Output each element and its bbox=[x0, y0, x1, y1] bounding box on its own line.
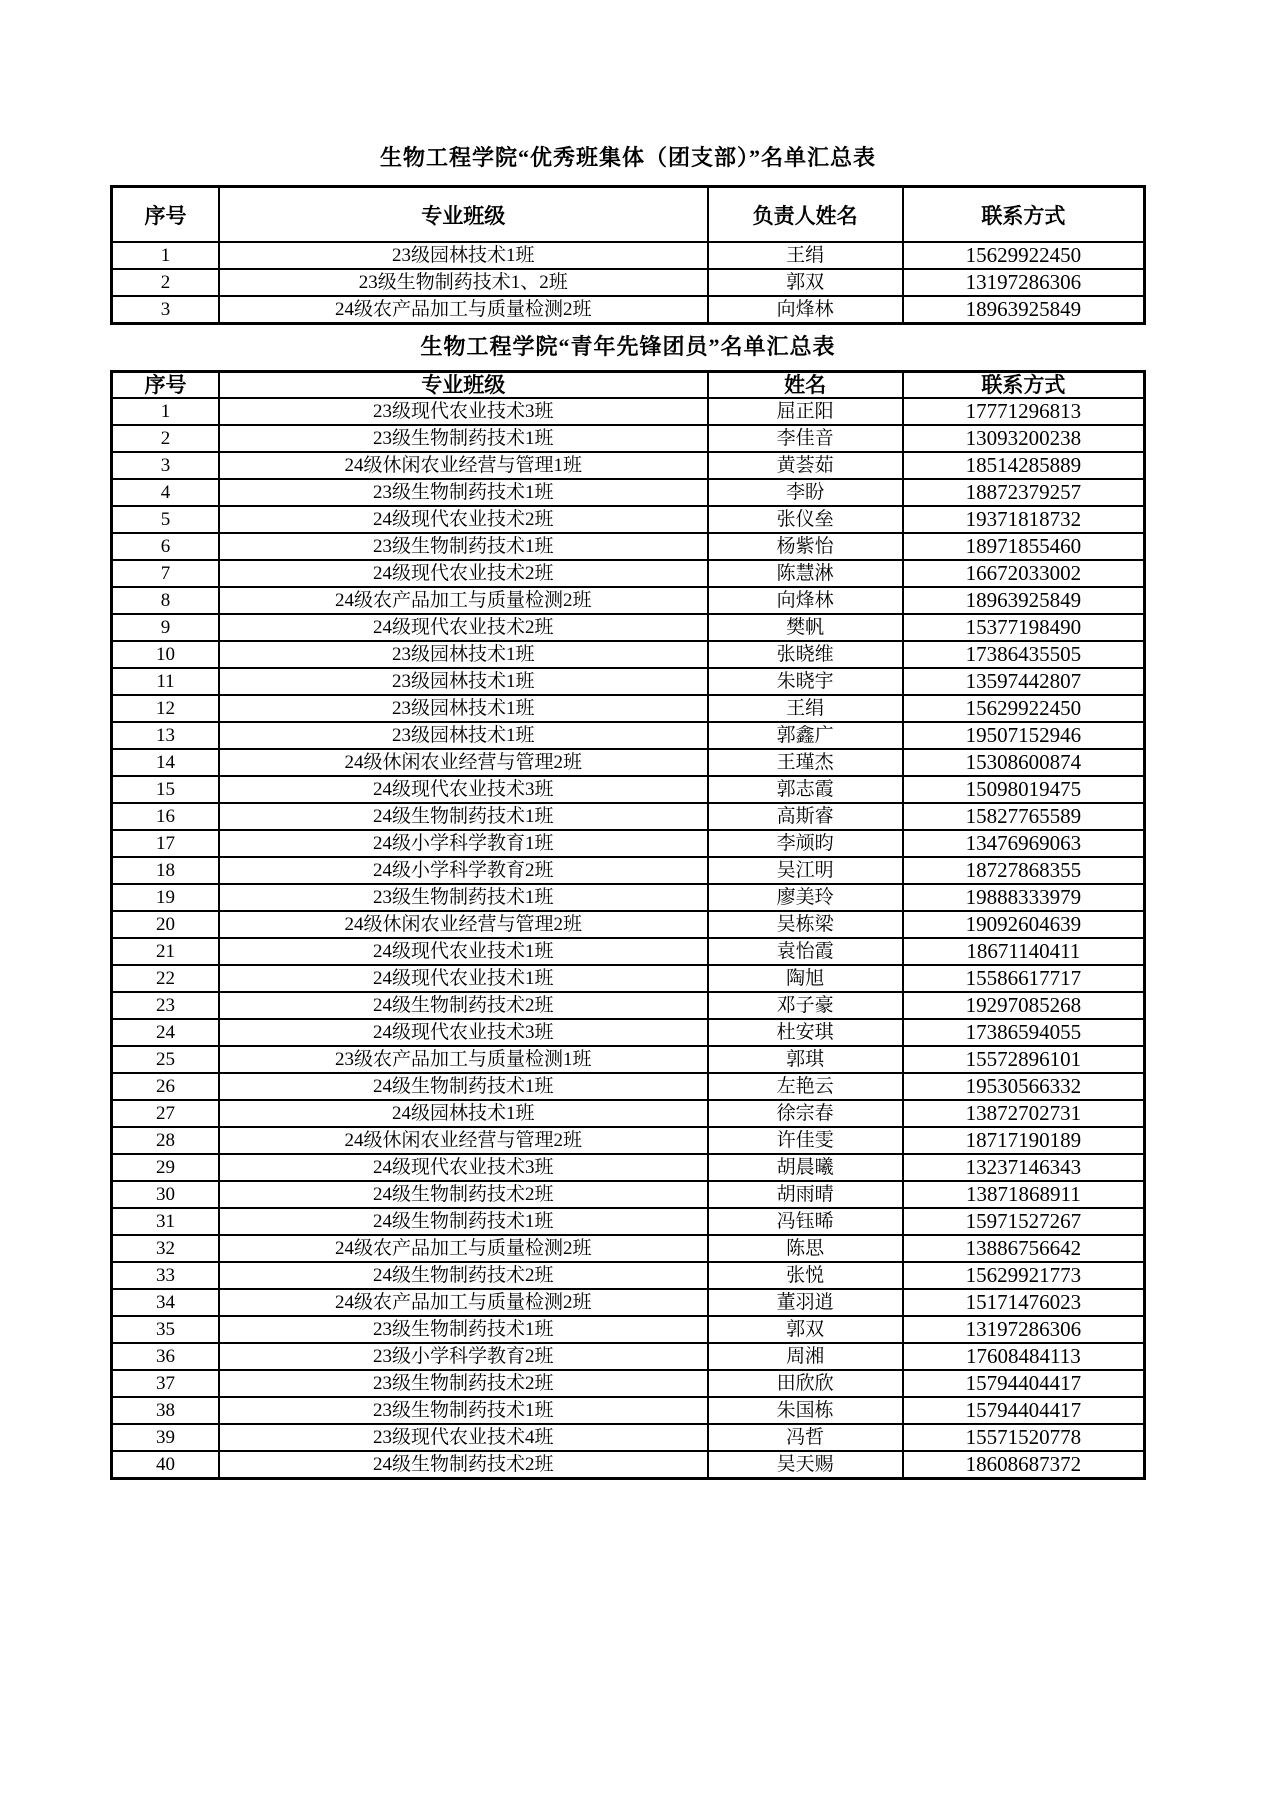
table-cell: 4 bbox=[112, 479, 219, 506]
table-row bbox=[112, 1100, 1145, 1127]
table-cell: 13597442807 bbox=[903, 668, 1145, 695]
table-cell: 24级小学科学教育1班 bbox=[219, 830, 708, 857]
column-header: 专业班级 bbox=[219, 372, 708, 399]
table-cell: 9 bbox=[112, 614, 219, 641]
table-row bbox=[112, 587, 1145, 614]
table-cell: 23级小学科学教育2班 bbox=[219, 1343, 708, 1370]
table-cell: 18671140411 bbox=[903, 938, 1145, 965]
table-row bbox=[112, 1424, 1145, 1451]
column-header: 联系方式 bbox=[903, 372, 1145, 399]
table-row bbox=[112, 1019, 1145, 1046]
table-header-row bbox=[112, 372, 1145, 399]
table-cell: 15586617717 bbox=[903, 965, 1145, 992]
table-cell: 15629922450 bbox=[903, 695, 1145, 722]
table-cell: 杨紫怡 bbox=[708, 533, 903, 560]
table-cell: 18963925849 bbox=[903, 296, 1145, 324]
table-row bbox=[112, 1235, 1145, 1262]
table-cell: 24级生物制药技术1班 bbox=[219, 1073, 708, 1100]
table-cell: 26 bbox=[112, 1073, 219, 1100]
table-row bbox=[112, 479, 1145, 506]
table-cell: 31 bbox=[112, 1208, 219, 1235]
table-cell: 18514285889 bbox=[903, 452, 1145, 479]
table-cell: 陈思 bbox=[708, 1235, 903, 1262]
table-cell: 23级园林技术1班 bbox=[219, 722, 708, 749]
excellent-class-table bbox=[110, 185, 1146, 325]
table-row bbox=[112, 533, 1145, 560]
table-cell: 17608484113 bbox=[903, 1343, 1145, 1370]
table-cell: 23级生物制药技术2班 bbox=[219, 1370, 708, 1397]
table-cell: 18 bbox=[112, 857, 219, 884]
table-cell: 17771296813 bbox=[903, 398, 1145, 425]
table-cell: 2 bbox=[112, 269, 219, 296]
table-cell: 24级生物制药技术2班 bbox=[219, 1262, 708, 1289]
table-cell: 向烽林 bbox=[708, 587, 903, 614]
table-cell: 24级农产品加工与质量检测2班 bbox=[219, 1235, 708, 1262]
table-cell: 15827765589 bbox=[903, 803, 1145, 830]
table-cell: 13886756642 bbox=[903, 1235, 1145, 1262]
table-cell: 20 bbox=[112, 911, 219, 938]
table-row bbox=[112, 1370, 1145, 1397]
table-cell: 24级休闲农业经营与管理2班 bbox=[219, 1127, 708, 1154]
table-cell: 13872702731 bbox=[903, 1100, 1145, 1127]
column-header: 联系方式 bbox=[903, 187, 1145, 243]
table-cell: 22 bbox=[112, 965, 219, 992]
table-cell: 32 bbox=[112, 1235, 219, 1262]
table-row bbox=[112, 614, 1145, 641]
table-row bbox=[112, 506, 1145, 533]
table-cell: 15794404417 bbox=[903, 1370, 1145, 1397]
table-row bbox=[112, 1154, 1145, 1181]
table-row bbox=[112, 938, 1145, 965]
table-row bbox=[112, 296, 1145, 324]
table-cell: 张悦 bbox=[708, 1262, 903, 1289]
table-cell: 23级农产品加工与质量检测1班 bbox=[219, 1046, 708, 1073]
table-cell: 王瑾杰 bbox=[708, 749, 903, 776]
table-cell: 23级园林技术1班 bbox=[219, 668, 708, 695]
table-cell: 15308600874 bbox=[903, 749, 1145, 776]
table-cell: 18971855460 bbox=[903, 533, 1145, 560]
table-cell: 朱国栋 bbox=[708, 1397, 903, 1424]
page-content bbox=[110, 143, 1146, 1480]
table-row bbox=[112, 1046, 1145, 1073]
table-cell: 李颃昀 bbox=[708, 830, 903, 857]
column-header: 姓名 bbox=[708, 372, 903, 399]
table-cell: 13197286306 bbox=[903, 1316, 1145, 1343]
column-header: 专业班级 bbox=[219, 187, 708, 243]
table-cell: 36 bbox=[112, 1343, 219, 1370]
table-cell: 24级休闲农业经营与管理2班 bbox=[219, 911, 708, 938]
table-cell: 19297085268 bbox=[903, 992, 1145, 1019]
table-row bbox=[112, 1262, 1145, 1289]
table-cell: 24级现代农业技术2班 bbox=[219, 614, 708, 641]
table-row bbox=[112, 1073, 1145, 1100]
table-cell: 18963925849 bbox=[903, 587, 1145, 614]
table-row bbox=[112, 1289, 1145, 1316]
table-cell: 屈正阳 bbox=[708, 398, 903, 425]
table-cell: 郭鑫广 bbox=[708, 722, 903, 749]
table-cell: 23级生物制药技术1班 bbox=[219, 425, 708, 452]
table-cell: 15572896101 bbox=[903, 1046, 1145, 1073]
table-cell: 24级生物制药技术2班 bbox=[219, 1451, 708, 1479]
table-cell: 29 bbox=[112, 1154, 219, 1181]
table-cell: 35 bbox=[112, 1316, 219, 1343]
table-cell: 19 bbox=[112, 884, 219, 911]
table-cell: 17386435505 bbox=[903, 641, 1145, 668]
table-cell: 14 bbox=[112, 749, 219, 776]
youth-pioneer-table bbox=[110, 370, 1146, 1480]
table-cell: 24级现代农业技术2班 bbox=[219, 506, 708, 533]
table-cell: 39 bbox=[112, 1424, 219, 1451]
table-cell: 23级园林技术1班 bbox=[219, 242, 708, 269]
table-cell: 24级现代农业技术1班 bbox=[219, 965, 708, 992]
column-header: 序号 bbox=[112, 372, 219, 399]
table-row bbox=[112, 641, 1145, 668]
table-cell: 13093200238 bbox=[903, 425, 1145, 452]
table-cell: 胡晨曦 bbox=[708, 1154, 903, 1181]
table-cell: 15377198490 bbox=[903, 614, 1145, 641]
table-cell: 郭琪 bbox=[708, 1046, 903, 1073]
table-cell: 23级生物制药技术1班 bbox=[219, 1316, 708, 1343]
table2-title: 生物工程学院“青年先锋团员”名单汇总表 bbox=[420, 334, 836, 359]
table-cell: 6 bbox=[112, 533, 219, 560]
table-cell: 30 bbox=[112, 1181, 219, 1208]
table-cell: 李佳音 bbox=[708, 425, 903, 452]
table-row bbox=[112, 803, 1145, 830]
table-cell: 15629922450 bbox=[903, 242, 1145, 269]
table-row bbox=[112, 1343, 1145, 1370]
table-cell: 24级现代农业技术2班 bbox=[219, 560, 708, 587]
table-cell: 23级现代农业技术4班 bbox=[219, 1424, 708, 1451]
column-header: 序号 bbox=[112, 187, 219, 243]
table-cell: 18872379257 bbox=[903, 479, 1145, 506]
table-cell: 1 bbox=[112, 398, 219, 425]
table-cell: 李盼 bbox=[708, 479, 903, 506]
table-cell: 13871868911 bbox=[903, 1181, 1145, 1208]
table-cell: 张晓维 bbox=[708, 641, 903, 668]
table-row bbox=[112, 425, 1145, 452]
table-cell: 38 bbox=[112, 1397, 219, 1424]
table-cell: 向烽林 bbox=[708, 296, 903, 324]
table-cell: 左艳云 bbox=[708, 1073, 903, 1100]
table-row bbox=[112, 269, 1145, 296]
table-cell: 徐宗春 bbox=[708, 1100, 903, 1127]
table-cell: 23级生物制药技术1班 bbox=[219, 479, 708, 506]
table-row bbox=[112, 242, 1145, 269]
table-cell: 24级小学科学教育2班 bbox=[219, 857, 708, 884]
table-row bbox=[112, 911, 1145, 938]
table-row bbox=[112, 830, 1145, 857]
table-cell: 5 bbox=[112, 506, 219, 533]
table-cell: 24级休闲农业经营与管理1班 bbox=[219, 452, 708, 479]
table-cell: 董羽逍 bbox=[708, 1289, 903, 1316]
table-row bbox=[112, 749, 1145, 776]
table-cell: 19507152946 bbox=[903, 722, 1145, 749]
table-cell: 8 bbox=[112, 587, 219, 614]
table-cell: 11 bbox=[112, 668, 219, 695]
table-cell: 24级现代农业技术3班 bbox=[219, 1019, 708, 1046]
table-cell: 15971527267 bbox=[903, 1208, 1145, 1235]
table-cell: 7 bbox=[112, 560, 219, 587]
table-cell: 23级园林技术1班 bbox=[219, 641, 708, 668]
table-cell: 21 bbox=[112, 938, 219, 965]
table-cell: 15 bbox=[112, 776, 219, 803]
table-cell: 24级休闲农业经营与管理2班 bbox=[219, 749, 708, 776]
table-cell: 18608687372 bbox=[903, 1451, 1145, 1479]
table-cell: 15629921773 bbox=[903, 1262, 1145, 1289]
table-cell: 33 bbox=[112, 1262, 219, 1289]
table-cell: 吴栋梁 bbox=[708, 911, 903, 938]
table-cell: 24级现代农业技术3班 bbox=[219, 1154, 708, 1181]
table-cell: 18717190189 bbox=[903, 1127, 1145, 1154]
table-row bbox=[112, 1451, 1145, 1479]
table-cell: 10 bbox=[112, 641, 219, 668]
table-cell: 冯钰晞 bbox=[708, 1208, 903, 1235]
table-row bbox=[112, 884, 1145, 911]
table-cell: 郭双 bbox=[708, 269, 903, 296]
table-cell: 19092604639 bbox=[903, 911, 1145, 938]
table-cell: 3 bbox=[112, 296, 219, 324]
table-row bbox=[112, 1181, 1145, 1208]
table-cell: 王绢 bbox=[708, 242, 903, 269]
table-cell: 田欣欣 bbox=[708, 1370, 903, 1397]
table-cell: 25 bbox=[112, 1046, 219, 1073]
table-cell: 邓子豪 bbox=[708, 992, 903, 1019]
table-cell: 13237146343 bbox=[903, 1154, 1145, 1181]
table-cell: 15098019475 bbox=[903, 776, 1145, 803]
table-row bbox=[112, 1397, 1145, 1424]
table-cell: 胡雨晴 bbox=[708, 1181, 903, 1208]
table-cell: 吴天赐 bbox=[708, 1451, 903, 1479]
table-cell: 23级生物制药技术1班 bbox=[219, 533, 708, 560]
table-row bbox=[112, 668, 1145, 695]
table-cell: 19530566332 bbox=[903, 1073, 1145, 1100]
table-cell: 24级生物制药技术2班 bbox=[219, 992, 708, 1019]
table-row bbox=[112, 992, 1145, 1019]
table-cell: 王绢 bbox=[708, 695, 903, 722]
table-header-row bbox=[112, 187, 1145, 243]
table-cell: 24级生物制药技术1班 bbox=[219, 803, 708, 830]
table-cell: 13 bbox=[112, 722, 219, 749]
table-cell: 17386594055 bbox=[903, 1019, 1145, 1046]
table-row bbox=[112, 857, 1145, 884]
table-cell: 24级园林技术1班 bbox=[219, 1100, 708, 1127]
table-cell: 高斯睿 bbox=[708, 803, 903, 830]
table-cell: 40 bbox=[112, 1451, 219, 1479]
table-cell: 吴江明 bbox=[708, 857, 903, 884]
table-cell: 24 bbox=[112, 1019, 219, 1046]
table-cell: 23级生物制药技术1、2班 bbox=[219, 269, 708, 296]
table-cell: 15794404417 bbox=[903, 1397, 1145, 1424]
table-cell: 19888333979 bbox=[903, 884, 1145, 911]
table-cell: 郭志霞 bbox=[708, 776, 903, 803]
table-cell: 黄荟茹 bbox=[708, 452, 903, 479]
table-cell: 27 bbox=[112, 1100, 219, 1127]
table-cell: 24级农产品加工与质量检测2班 bbox=[219, 296, 708, 324]
table-cell: 18727868355 bbox=[903, 857, 1145, 884]
table-row bbox=[112, 452, 1145, 479]
table-cell: 冯哲 bbox=[708, 1424, 903, 1451]
table-cell: 28 bbox=[112, 1127, 219, 1154]
table-cell: 19371818732 bbox=[903, 506, 1145, 533]
table-cell: 杜安琪 bbox=[708, 1019, 903, 1046]
table-row bbox=[112, 965, 1145, 992]
table-cell: 13197286306 bbox=[903, 269, 1145, 296]
table-cell: 郭双 bbox=[708, 1316, 903, 1343]
table-cell: 陈慧淋 bbox=[708, 560, 903, 587]
table-cell: 2 bbox=[112, 425, 219, 452]
table-cell: 17 bbox=[112, 830, 219, 857]
table-cell: 24级现代农业技术1班 bbox=[219, 938, 708, 965]
table-cell: 廖美玲 bbox=[708, 884, 903, 911]
table-cell: 23 bbox=[112, 992, 219, 1019]
table-cell: 朱晓宇 bbox=[708, 668, 903, 695]
table-row bbox=[112, 776, 1145, 803]
table-cell: 15171476023 bbox=[903, 1289, 1145, 1316]
column-header: 负责人姓名 bbox=[708, 187, 903, 243]
table-cell: 24级现代农业技术3班 bbox=[219, 776, 708, 803]
table-cell: 24级生物制药技术1班 bbox=[219, 1208, 708, 1235]
table-cell: 34 bbox=[112, 1289, 219, 1316]
table1-title: 生物工程学院“优秀班集体（团支部）”名单汇总表 bbox=[379, 145, 876, 170]
table-cell: 23级生物制药技术1班 bbox=[219, 884, 708, 911]
table-row bbox=[112, 398, 1145, 425]
table-cell: 24级农产品加工与质量检测2班 bbox=[219, 587, 708, 614]
table-row bbox=[112, 1127, 1145, 1154]
table-cell: 1 bbox=[112, 242, 219, 269]
table-cell: 张仪垒 bbox=[708, 506, 903, 533]
table-cell: 16672033002 bbox=[903, 560, 1145, 587]
table-row bbox=[112, 695, 1145, 722]
table-cell: 陶旭 bbox=[708, 965, 903, 992]
table-cell: 15571520778 bbox=[903, 1424, 1145, 1451]
table-cell: 许佳雯 bbox=[708, 1127, 903, 1154]
table-row bbox=[112, 1208, 1145, 1235]
table-row bbox=[112, 560, 1145, 587]
table-cell: 23级园林技术1班 bbox=[219, 695, 708, 722]
table-cell: 23级现代农业技术3班 bbox=[219, 398, 708, 425]
table-cell: 16 bbox=[112, 803, 219, 830]
table-row bbox=[112, 1316, 1145, 1343]
table-cell: 袁怡霞 bbox=[708, 938, 903, 965]
table-cell: 13476969063 bbox=[903, 830, 1145, 857]
table-cell: 24级生物制药技术2班 bbox=[219, 1181, 708, 1208]
table-cell: 24级农产品加工与质量检测2班 bbox=[219, 1289, 708, 1316]
table-cell: 12 bbox=[112, 695, 219, 722]
table-cell: 樊帆 bbox=[708, 614, 903, 641]
table-cell: 3 bbox=[112, 452, 219, 479]
table-cell: 周湘 bbox=[708, 1343, 903, 1370]
table-row bbox=[112, 722, 1145, 749]
table-cell: 23级生物制药技术1班 bbox=[219, 1397, 708, 1424]
table-cell: 37 bbox=[112, 1370, 219, 1397]
